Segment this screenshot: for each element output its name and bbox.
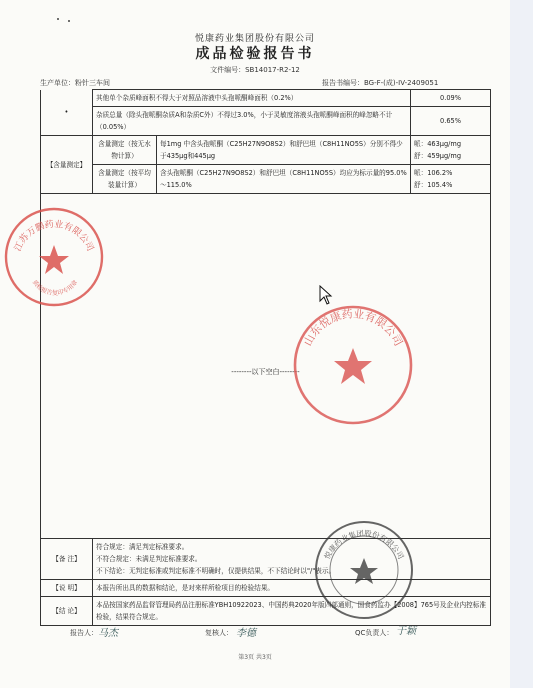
scan-speck [57,18,59,20]
table-row [41,165,491,194]
viewer-background [510,0,533,688]
report-title: 成品检验报告书 [195,46,315,62]
result-sulbactam: 舒：459μg/mg [414,152,461,160]
assay-anhydrous-result [411,136,491,165]
svg-text:悦康药业集团股份有限公司: 悦康药业集团股份有限公司 [322,528,406,561]
star-icon [39,245,69,274]
remark-line: 不符合规定：未满足判定标准要求。 [96,555,202,563]
result-cefoperazone: 哌：463μg/mg [414,140,461,148]
svg-text:山东悦康药业有限公司: 山东悦康药业有限公司 [301,307,405,349]
blank-below-text: --------以下空白-------- [231,368,300,376]
conclusion-label: 【结 论】 [41,597,93,626]
conclusion-text: 本品按国家药品监督管理局药品注册标准YBH10922023、中国药典2020年版四部通则，国食药监办【2008】765号及企业内控标准检验，结果符合规定。 [93,597,491,626]
impurity-single-result: 0.09% [411,90,491,107]
result-cefoperazone: 哌：106.2% [414,169,453,177]
remark-line: 符合规定：满足判定标准要求。 [96,543,189,551]
remarks-label: 【备 注】 [41,539,93,580]
reviewer-signature: 李德 [236,628,256,639]
blank-area [41,194,491,539]
assay-anhydrous-spec: 每1mg 中含头孢哌酮（C25H27N9O8S2）和舒巴坦（C8H11NO5S）分别不得少于435μg和445μg [157,136,411,165]
company-name: 悦康药业集团股份有限公司 [194,34,315,44]
report-number: 报告书编号：BG-F-(成)-IV-2409051 [322,79,439,87]
table-row [41,90,491,107]
table-row [41,539,491,580]
page-number: 第3页 共3页 [238,654,272,661]
qc-label: QC负责人： [355,629,394,637]
production-unit: 生产单位：粉针三车间 [40,79,110,87]
reporter-label: 报告人： [70,629,98,637]
impurity-total-result: 0.65% [411,107,491,136]
star-icon [334,348,372,384]
qc-signature: 于颖 [396,626,416,637]
table-row [41,597,491,626]
svg-text:江苏万鹏药业有限公司: 江苏万鹏药业有限公司 [13,219,95,253]
svg-text:质检报告复印专用章: 质检报告复印专用章 [30,279,80,297]
mouse-pointer-icon [319,285,333,305]
remarks-content [93,539,491,580]
result-sulbactam: 舒：105.4% [414,181,453,189]
inspection-table [40,89,491,626]
assay-anhydrous-label: 含量测定（按无水物计算） [93,136,157,165]
assay-fill-label: 含量测定（按平均装量计算） [93,165,157,194]
assay-fill-result [411,165,491,194]
assay-fill-spec: 含头孢哌酮（C25H27N9O8S2）和舒巴坦（C8H11NO5S）均应为标示量的95.0%～115.0% [157,165,411,194]
star-icon [350,558,378,584]
description-label: 【说 明】 [41,580,93,597]
table-row [41,136,491,165]
right-company-seal [288,300,418,430]
table-row [41,107,491,136]
impurity-single-spec: 其他单个杂质峰面积不得大于对照品溶液中头孢哌酮峰面积（0.2%） [93,90,411,107]
assay-group-label: 【含量测定】 [41,136,93,194]
table-row [41,580,491,597]
table-row [41,194,491,539]
document-number: 文件编号：SB14017-R2-12 [210,66,300,74]
reporter-signature: 马杰 [98,628,118,639]
description-text: 本报告所出具的数据和结论，是对来样所检项目的检验结果。 [93,580,491,597]
bottom-ring-seal [312,518,416,622]
left-company-seal [2,205,106,309]
impurity-total-spec: 杂质总量（除头孢哌酮杂质A和杂质C外）不得过3.0%，小于灵敏度溶液头孢哌酮峰面积的峰忽略不计（0.05%） [93,107,411,136]
remark-line: 不下结论：无判定标准或判定标准不明确时，仅提供结果，不下结论时以"/"表示。 [96,567,336,575]
reviewer-label: 复核人： [205,629,233,637]
bullet-cell: • [41,90,93,136]
scan-speck [68,20,70,22]
